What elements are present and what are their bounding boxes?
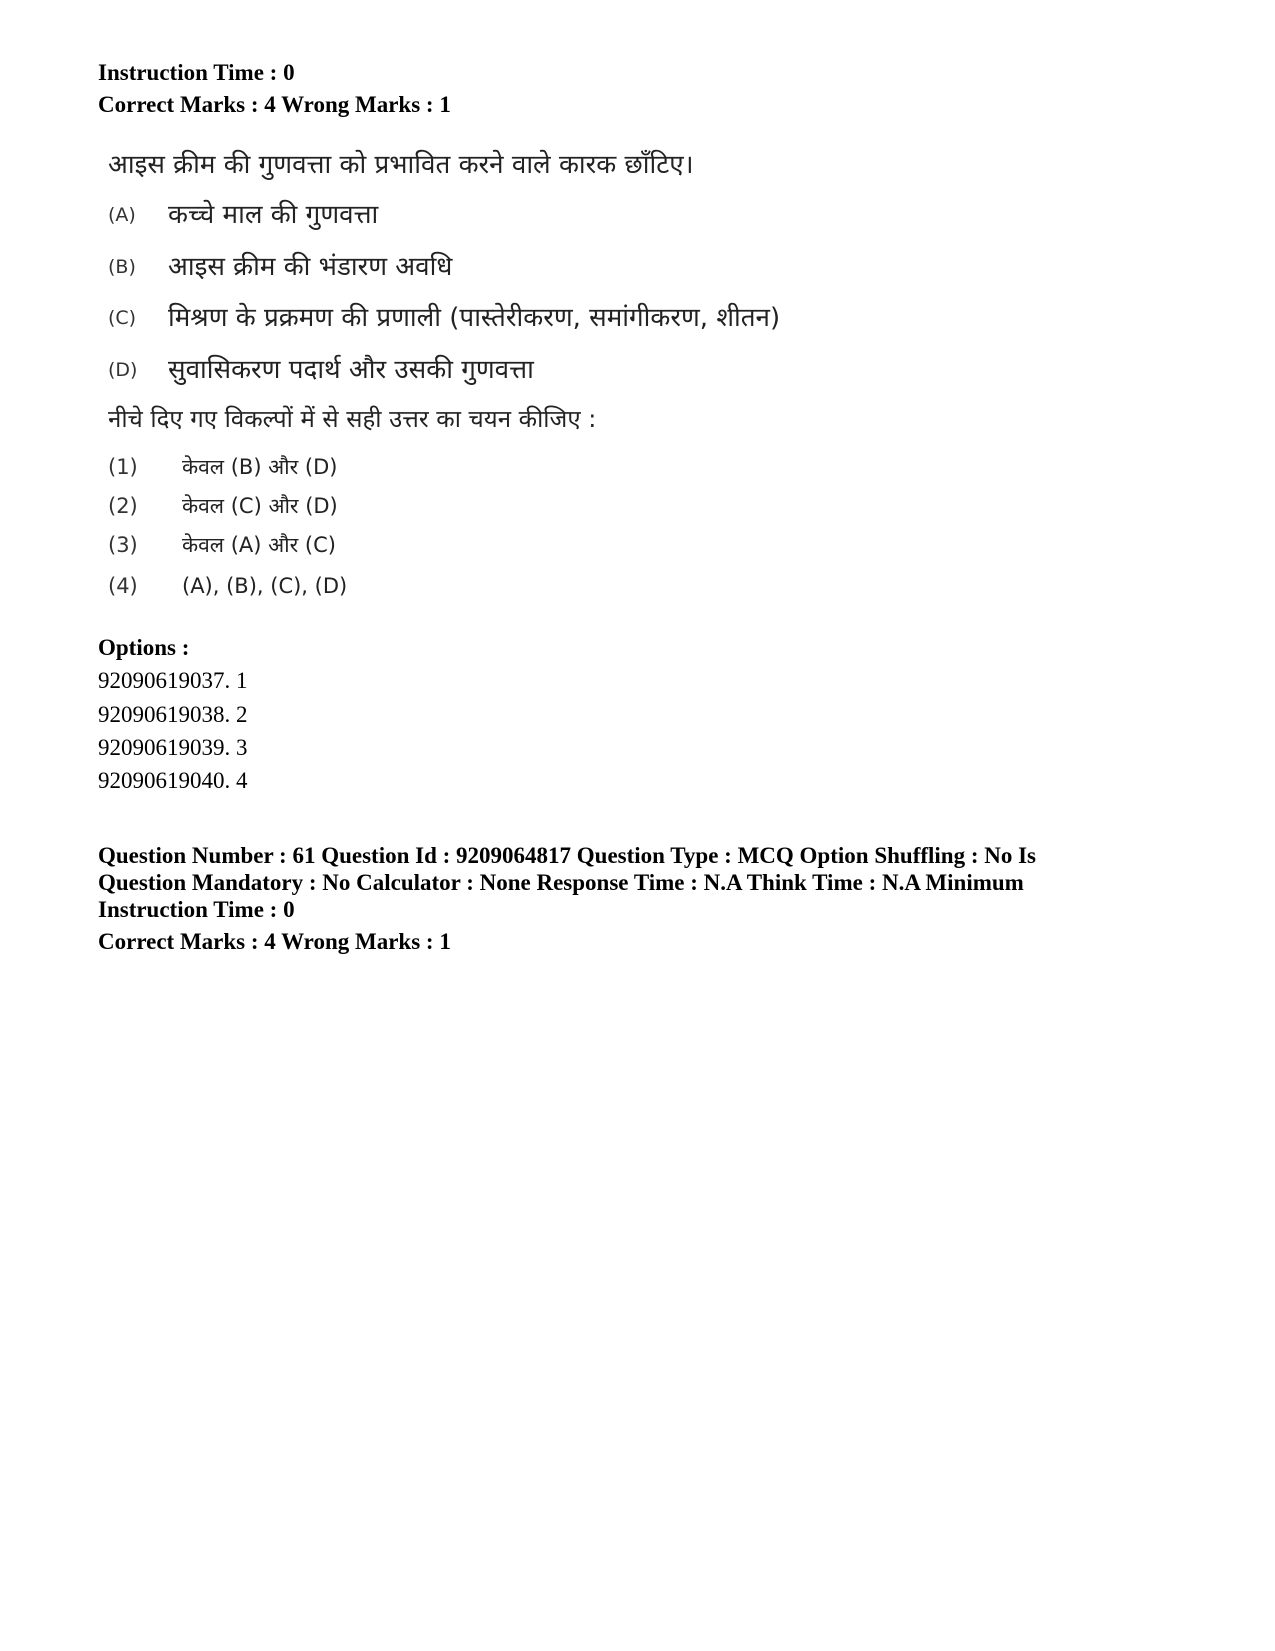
option-item: 92090619037. 1 — [98, 668, 248, 693]
question-instruction: नीचे दिए गए विकल्पों में से सही उत्तर का चयन कीजिए : — [108, 405, 597, 433]
statement-text: आइस क्रीम की भंडारण अवधि — [168, 252, 453, 282]
statement-label: (B) — [108, 256, 136, 278]
question-meta-line: Instruction Time : 0 — [98, 897, 295, 922]
answer-text: केवल (C) और (D) — [182, 494, 338, 518]
answer-number: (2) — [108, 494, 138, 518]
answer-number: (3) — [108, 533, 138, 557]
question-meta-line: Question Number : 61 Question Id : 9209064817 Question Type : MCQ Option Shuffling : No Is — [98, 843, 1037, 868]
statement-text: कच्चे माल की गुणवत्ता — [168, 200, 379, 230]
option-item: 92090619040. 4 — [98, 768, 248, 793]
answer-number: (4) — [108, 574, 138, 598]
statement-label: (D) — [108, 359, 138, 381]
instruction-time: Instruction Time : 0 — [98, 60, 295, 85]
next-marks-info: Correct Marks : 4 Wrong Marks : 1 — [98, 929, 451, 954]
answer-text: (A), (B), (C), (D) — [182, 574, 348, 598]
answer-text: केवल (A) और (C) — [182, 533, 336, 557]
statement-text: सुवासिकरण पदार्थ और उसकी गुणवत्ता — [168, 355, 534, 385]
answer-number: (1) — [108, 455, 138, 479]
statement-label: (A) — [108, 204, 136, 226]
option-item: 92090619038. 2 — [98, 702, 248, 727]
question-body — [104, 148, 864, 638]
question-stem: आइस क्रीम की गुणवत्ता को प्रभावित करने वाले कारक छाँटिए। — [108, 150, 694, 180]
statement-label: (C) — [108, 307, 137, 329]
marks-info: Correct Marks : 4 Wrong Marks : 1 — [98, 92, 451, 117]
options-heading: Options : — [98, 635, 190, 660]
statement-text: मिश्रण के प्रक्रमण की प्रणाली (पास्तेरीकरण, समांगीकरण, शीतन) — [168, 303, 781, 333]
answer-text: केवल (B) और (D) — [182, 455, 338, 479]
option-item: 92090619039. 3 — [98, 735, 248, 760]
question-meta-line: Question Mandatory : No Calculator : None Response Time : N.A Think Time : N.A Minimum — [98, 870, 1024, 895]
